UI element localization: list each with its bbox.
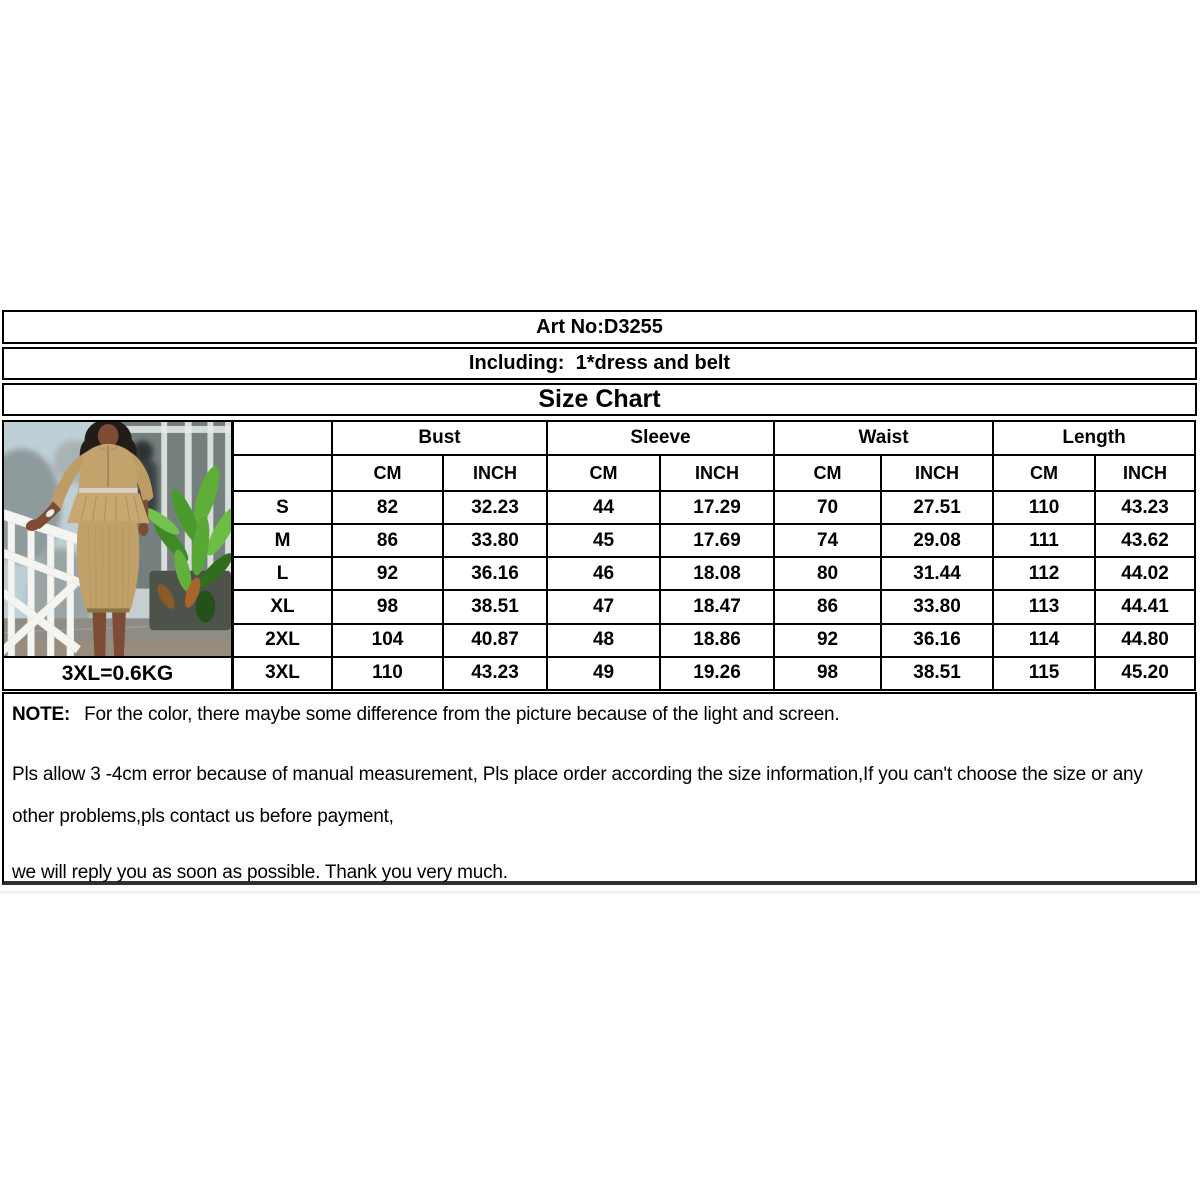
cell: 92 (332, 557, 443, 590)
size-label: XL (233, 590, 332, 623)
cell: 17.29 (660, 491, 774, 524)
table-row-2xl (233, 624, 1195, 657)
cell: 36.16 (443, 557, 547, 590)
cell: 33.80 (881, 590, 993, 623)
cell: 86 (332, 524, 443, 557)
unit-header-inch: INCH (1095, 455, 1195, 491)
cell: 49 (547, 657, 660, 690)
cell: 47 (547, 590, 660, 623)
table-row-s (233, 491, 1195, 524)
cell: 82 (332, 491, 443, 524)
cell: 44 (547, 491, 660, 524)
group-header-waist: Waist (774, 421, 993, 455)
chart-body (2, 420, 1197, 691)
cell: 18.08 (660, 557, 774, 590)
size-chart-title-row (2, 383, 1197, 416)
size-label: M (233, 524, 332, 557)
cell: 31.44 (881, 557, 993, 590)
cell: 33.80 (443, 524, 547, 557)
cell: 48 (547, 624, 660, 657)
size-label: S (233, 491, 332, 524)
cell: 43.62 (1095, 524, 1195, 557)
cell: 111 (993, 524, 1095, 557)
note-section (2, 692, 1197, 885)
table-row-3xl (233, 657, 1195, 690)
cell: 44.02 (1095, 557, 1195, 590)
unit-header-cm: CM (547, 455, 660, 491)
cell: 114 (993, 624, 1095, 657)
table-row-m (233, 524, 1195, 557)
cell: 74 (774, 524, 881, 557)
unit-header-cm: CM (332, 455, 443, 491)
cell: 32.23 (443, 491, 547, 524)
note-line (12, 704, 1185, 726)
corner-cell (233, 421, 332, 455)
unit-header-cm: CM (774, 455, 881, 491)
size-label: 3XL (233, 657, 332, 690)
cell: 19.26 (660, 657, 774, 690)
size-label: 2XL (233, 624, 332, 657)
cell: 17.69 (660, 524, 774, 557)
cell: 44.80 (1095, 624, 1195, 657)
cell: 104 (332, 624, 443, 657)
page-title: Size Chart (538, 385, 661, 413)
cell: 43.23 (443, 657, 547, 690)
unit-header-cm: CM (993, 455, 1095, 491)
table-row-l (233, 557, 1195, 590)
cell: 110 (993, 491, 1095, 524)
art-no-text: Art No:D3255 (536, 315, 663, 338)
corner-cell-2 (233, 455, 332, 491)
note-label: NOTE: (12, 704, 71, 725)
cell: 98 (332, 590, 443, 623)
size-table (232, 420, 1196, 691)
group-header-bust: Bust (332, 421, 547, 455)
weight-note-text: 3XL=0.6KG (61, 661, 174, 685)
cell: 80 (774, 557, 881, 590)
cell: 29.08 (881, 524, 993, 557)
cell: 92 (774, 624, 881, 657)
group-header-length: Length (993, 421, 1195, 455)
cell: 115 (993, 657, 1095, 690)
cell: 44.41 (1095, 590, 1195, 623)
cell: 36.16 (881, 624, 993, 657)
cell: 46 (547, 557, 660, 590)
cell: 40.87 (443, 624, 547, 657)
bottom-divider (0, 891, 1200, 894)
cell: 86 (774, 590, 881, 623)
size-label: L (233, 557, 332, 590)
cell: 45 (547, 524, 660, 557)
product-photo-illustration (4, 422, 231, 656)
group-header-sleeve: Sleeve (547, 421, 774, 455)
note-paragraph-2: we will reply you as soon as possible. Thank you very much. (12, 862, 508, 883)
cell: 112 (993, 557, 1095, 590)
weight-note (2, 656, 233, 691)
unit-header-inch: INCH (660, 455, 774, 491)
cell: 27.51 (881, 491, 993, 524)
cell: 70 (774, 491, 881, 524)
cell: 38.51 (881, 657, 993, 690)
table-row-xl (233, 590, 1195, 623)
including-text: Including: 1*dress and belt (468, 352, 731, 374)
cell: 18.47 (660, 590, 774, 623)
unit-header-inch: INCH (881, 455, 993, 491)
note-text: For the color, there maybe some difference from the picture because of the light and screen. (84, 704, 840, 725)
product-photo (2, 420, 233, 658)
cell: 43.23 (1095, 491, 1195, 524)
cell: 38.51 (443, 590, 547, 623)
including-row (2, 347, 1197, 380)
cell: 110 (332, 657, 443, 690)
art-no-row (2, 310, 1197, 344)
cell: 113 (993, 590, 1095, 623)
size-chart-sheet (2, 310, 1197, 885)
note-paragraph-1: Pls allow 3 -4cm error because of manual measurement, Pls place order according the size information,If you can't choose the size or any other problems,pls contact us before payment, (12, 764, 1143, 827)
unit-header-inch: INCH (443, 455, 547, 491)
left-column (2, 420, 233, 691)
cell: 18.86 (660, 624, 774, 657)
cell: 98 (774, 657, 881, 690)
cell: 45.20 (1095, 657, 1195, 690)
